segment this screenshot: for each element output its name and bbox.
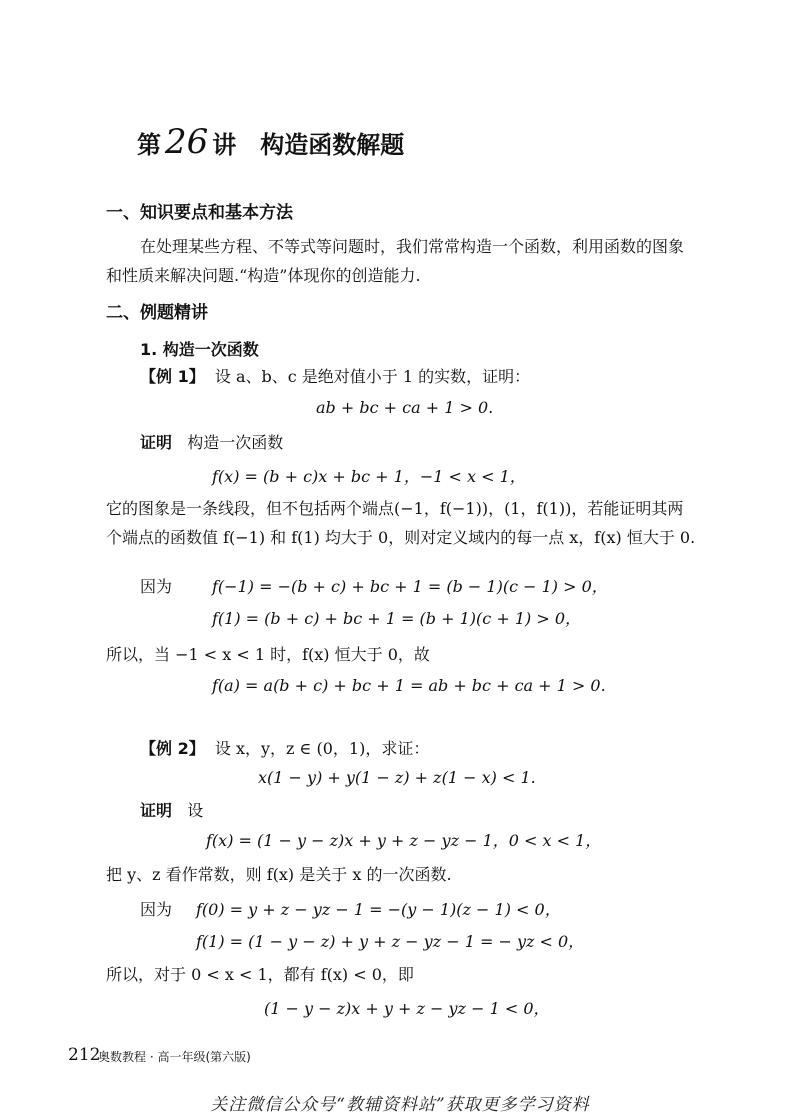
example-1-calc-2: f(1) = (b + c) + bc + 1 = (b + 1)(c + 1) > 0， bbox=[212, 609, 581, 628]
example-1-function: f(x) = (b + c)x + bc + 1，−1 < x < 1， bbox=[212, 467, 526, 486]
lecture-name: 构造函数解题 bbox=[260, 130, 405, 159]
lecture-number: 26 bbox=[165, 122, 209, 162]
example-1-final: f(a) = a(b + c) + bc + 1 = ab + bc + ca + 1 > 0. bbox=[212, 676, 606, 695]
example-1-because-label: 因为 bbox=[140, 577, 173, 596]
example-2-function: f(x) = (1 − y − z)x + y + z − yz − 1，0 < x < 1， bbox=[206, 831, 602, 850]
example-1-proof-intro: 证明 构造一次函数 bbox=[140, 433, 284, 452]
intro-paragraph: 在处理某些方程、不等式等问题时，我们常常构造一个函数，利用函数的图象和性质来解决问题.“构造”体现你的创造能力. bbox=[106, 237, 685, 285]
example-2-because-label: 因为 bbox=[140, 900, 173, 919]
watermark-text: 关注微信公众号“教辅资料站”获取更多学习资料 bbox=[210, 1095, 590, 1115]
example-1-calc-1: f(−1) = −(b + c) + bc + 1 = (b − 1)(c − 1) > 0， bbox=[212, 577, 608, 596]
example-1-statement: 【例 1】 设 a、b、c 是绝对值小于 1 的实数，证明： bbox=[140, 367, 531, 386]
example-1-inequality: ab + bc + ca + 1 > 0. bbox=[316, 398, 494, 417]
example-2-conclusion: 所以，对于 0 < x < 1，都有 f(x) < 0，即 bbox=[106, 965, 414, 984]
example-2-calc-1: f(0) = y + z − yz − 1 = −(y − 1)(z − 1) < 0， bbox=[196, 900, 561, 919]
example-2-inequality: x(1 − y) + y(1 − z) + z(1 − x) < 1. bbox=[258, 768, 536, 787]
subsection-heading-linear: 1. 构造一次函数 bbox=[140, 340, 259, 359]
example-1-explanation: 它的图象是一条线段，但不包括两个端点(−1，f(−1))，(1，f(1))，若能证明其两个端点的函数值 f(−1) 和 f(1) 均大于 0，则对定义域内的每一点 x，f(x) 恒大于 0. bbox=[106, 499, 696, 547]
book-title: 奥数教程 · 高一年级(第六版) bbox=[98, 1050, 251, 1064]
example-1-conclusion: 所以，当 −1 < x < 1 时，f(x) 恒大于 0，故 bbox=[106, 645, 430, 664]
example-2-explanation: 把 y、z 看作常数，则 f(x) 是关于 x 的一次函数. bbox=[106, 865, 452, 884]
section-heading-knowledge: 一、知识要点和基本方法 bbox=[106, 203, 293, 223]
page-number: 212 bbox=[68, 1045, 101, 1065]
section-heading-examples: 二、例题精讲 bbox=[106, 303, 208, 323]
example-2-calc-2: f(1) = (1 − y − z) + y + z − yz − 1 = − yz < 0， bbox=[196, 932, 585, 951]
page-title: 第 26 讲 构造函数解题 bbox=[137, 122, 405, 162]
example-2-proof-intro: 证明 设 bbox=[140, 801, 204, 820]
example-2-statement: 【例 2】 设 x，y，z ∈ (0，1)，求证： bbox=[140, 739, 430, 758]
example-2-final: (1 − y − z)x + y + z − yz − 1 < 0， bbox=[264, 999, 550, 1018]
